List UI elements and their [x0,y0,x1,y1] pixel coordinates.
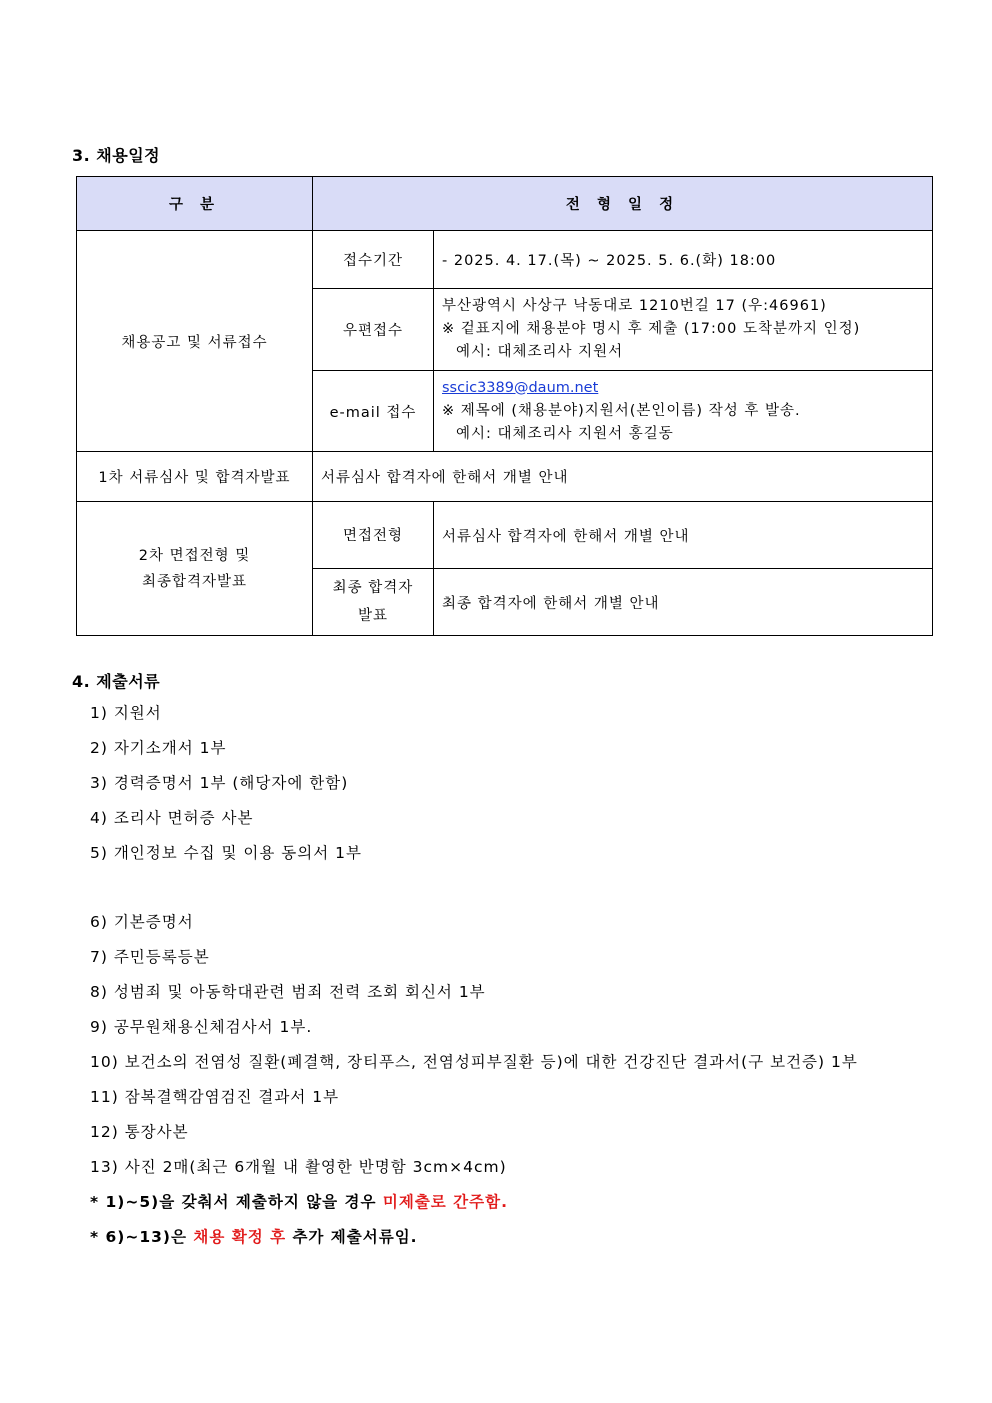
note-1 [90,1185,858,1220]
row3-sub2-value: 최종 합격자에 한해서 개별 안내 [434,569,933,636]
note-2-suffix: 추가 제출서류임. [286,1228,418,1246]
list-item: 4) 조리사 면허증 사본 [90,809,254,827]
list-item: 12) 통장사본 [90,1123,189,1141]
email-link[interactable]: sscic3389@daum.net [442,379,599,396]
table-header-row [77,177,933,231]
row3-sub1-label: 면접전형 [313,502,434,569]
note-2 [90,1220,858,1255]
row2-value: 서류심사 합격자에 한해서 개별 안내 [313,452,933,502]
note-1-text: * 1)~5)을 갖춰서 제출하지 않을 경우 [90,1193,383,1211]
list-item: 2) 자기소개서 1부 [90,739,227,757]
row3-label [77,502,313,636]
table-row [77,452,933,502]
list-item: 7) 주민등록등본 [90,948,210,966]
row1-sub1-label: 접수기간 [313,231,434,289]
row3-sub1-value: 서류심사 합격자에 한해서 개별 안내 [434,502,933,569]
row1-sub2-label: 우편접수 [313,289,434,371]
list-item: 6) 기본증명서 [90,913,194,931]
mail-note-line: ※ 겉표지에 채용분야 명시 후 제출 (17:00 도착분까지 인정) [442,321,861,337]
schedule-table [76,176,933,636]
header-category: 구 분 [77,177,313,231]
list-item: 5) 개인정보 수집 및 이용 동의서 1부 [90,844,362,862]
list-item: 1) 지원서 [90,704,162,722]
note-1-highlight: 미제출로 간주함. [382,1193,508,1211]
row1-sub1-value: - 2025. 4. 17.(목) ~ 2025. 5. 6.(화) 18:00 [434,231,933,289]
row1-sub3-label: e-mail 접수 [313,371,434,452]
table-row [77,502,933,569]
email-note-line: ※ 제목에 (채용분야)지원서(본인이름) 작성 후 발송. [442,402,801,419]
email-example-line: 예시: 대체조리사 지원서 홍길동 [456,425,674,442]
note-2-highlight: 채용 확정 후 [193,1228,287,1246]
row3-label-line1: 2차 면접전형 및 [138,547,251,564]
list-item: 9) 공무원채용신체검사서 1부. [90,1018,313,1036]
row3-label-line2: 최종합격자발표 [141,573,248,590]
note-2-text: * 6)~13)은 [90,1228,194,1246]
section-4-title: 4. 제출서류 [72,672,161,691]
row2-label: 1차 서류심사 및 합격자발표 [77,452,313,502]
row3-sub2-label-line1: 최종 합격자 [332,580,414,596]
list-item: 8) 성범죄 및 아동학대관련 범죄 전력 조회 회신서 1부 [90,983,486,1001]
document-list [90,696,858,1255]
address-line: 부산광역시 사상구 낙동대로 1210번길 17 (우:46961) [442,298,827,314]
table-row [77,231,933,289]
row1-label: 채용공고 및 서류접수 [77,231,313,452]
list-item: 10) 보건소의 전염성 질환(폐결핵, 장티푸스, 전염성피부질환 등)에 대한 건강진단 결과서(구 보건증) 1부 [90,1053,858,1071]
list-item: 13) 사진 2매(최근 6개월 내 촬영한 반명함 3cm×4cm) [90,1158,507,1176]
list-item: 3) 경력증명서 1부 (해당자에 한함) [90,774,349,792]
list-item: 11) 잠복결핵감염검진 결과서 1부 [90,1088,340,1106]
mail-example-line: 예시: 대체조리사 지원서 [456,344,624,360]
header-schedule: 전 형 일 정 [313,177,933,231]
section-3-title: 3. 채용일정 [72,146,161,165]
row1-sub3-value [434,371,933,452]
row3-sub2-label-line2: 발표 [357,608,388,624]
row1-sub2-value [434,289,933,371]
row3-sub2-label [313,569,434,636]
